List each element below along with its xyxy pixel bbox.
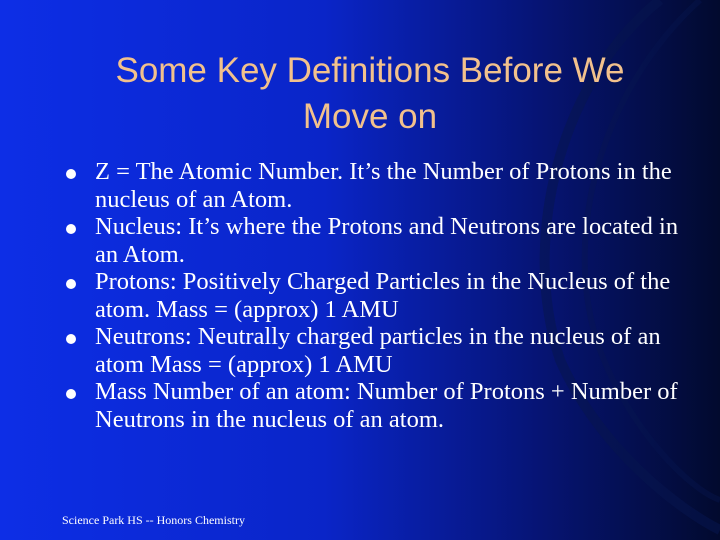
bullet-item — [66, 158, 686, 213]
bullet-text: Mass Number of an atom: Number of Protons + Number of Neutrons in the nucleus of an atom. — [95, 378, 678, 433]
slide-title — [40, 48, 700, 140]
bullet-item — [66, 323, 686, 378]
bullet-icon — [66, 169, 76, 179]
bullet-icon — [66, 389, 76, 399]
bullet-item — [66, 268, 686, 323]
bullet-icon — [66, 224, 76, 234]
title-line-2: Move on — [302, 97, 438, 136]
bullet-text: Protons: Positively Charged Particles in the Nucleus of the atom. Mass = (approx) 1 AMU — [95, 268, 671, 323]
title-line-1: Some Key Definitions Before We — [115, 51, 625, 90]
bullet-item — [66, 378, 686, 433]
bullet-item — [66, 213, 686, 268]
bullet-icon — [66, 334, 76, 344]
bullet-icon — [66, 279, 76, 289]
slide-footer: Science Park HS -- Honors Chemistry — [62, 513, 245, 527]
bullet-text: Z = The Atomic Number. It’s the Number of Protons in the nucleus of an Atom. — [95, 158, 672, 213]
bullet-list — [66, 158, 686, 433]
bullet-text: Nucleus: It’s where the Protons and Neutrons are located in an Atom. — [95, 213, 679, 268]
bullet-text: Neutrons: Neutrally charged particles in the nucleus of an atom Mass = (approx) 1 AMU — [95, 323, 661, 378]
